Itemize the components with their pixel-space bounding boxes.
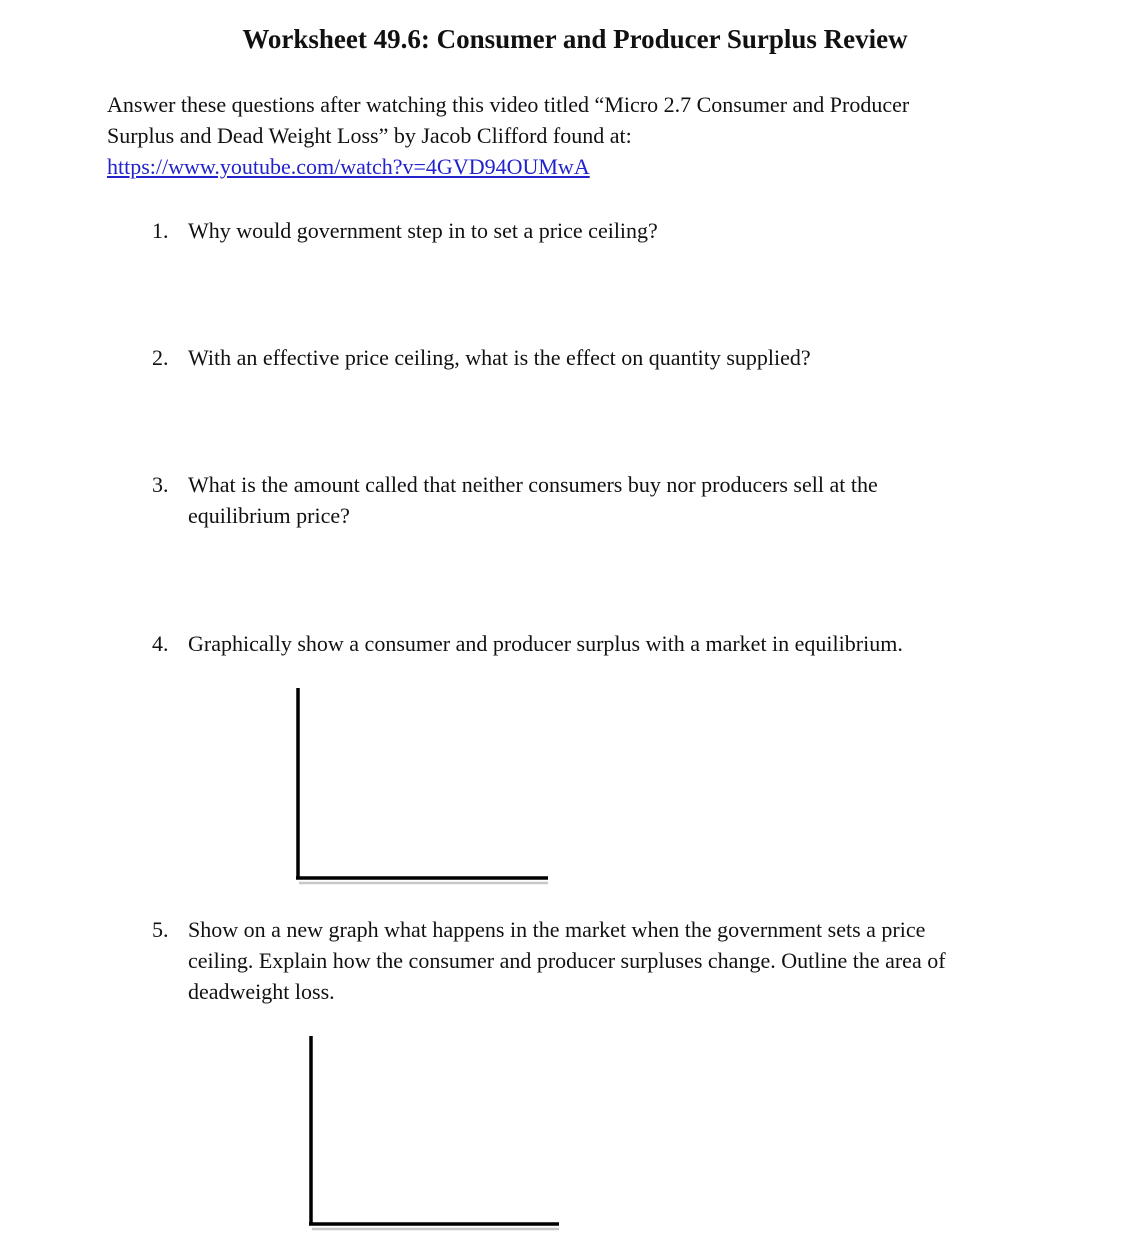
worksheet-title: Worksheet 49.6: Consumer and Producer Surplus Review <box>242 24 908 54</box>
graph-axes-1 <box>290 685 555 890</box>
video-link[interactable]: https://www.youtube.com/watch?v=4GVD94OUMwA <box>107 154 590 179</box>
question-3-text-line-2: equilibrium price? <box>188 503 350 528</box>
question-2-text: With an effective price ceiling, what is the effect on quantity supplied? <box>188 345 811 370</box>
question-4-number: 4. <box>152 631 169 656</box>
question-1-text: Why would government step in to set a price ceiling? <box>188 218 658 243</box>
intro-paragraph <box>107 89 1047 182</box>
question-5-text-line-3: deadweight loss. <box>188 979 335 1004</box>
question-1-number: 1. <box>152 218 169 243</box>
intro-line-2: Surplus and Dead Weight Loss” by Jacob Clifford found at: <box>107 123 632 148</box>
question-3-number: 3. <box>152 472 169 497</box>
question-4-text: Graphically show a consumer and producer surplus with a market in equilibrium. <box>188 631 903 656</box>
question-5-text-line-2: ceiling. Explain how the consumer and producer surpluses change. Outline the area of <box>188 948 946 973</box>
intro-line-1: Answer these questions after watching this video titled “Micro 2.7 Consumer and Producer <box>107 92 910 117</box>
question-5-number: 5. <box>152 917 169 942</box>
question-3-text-line-1: What is the amount called that neither consumers buy nor producers sell at the <box>188 472 878 497</box>
question-5-text-line-1: Show on a new graph what happens in the market when the government sets a price <box>188 917 926 942</box>
graph-axes-2 <box>302 1033 567 1238</box>
question-2-number: 2. <box>152 345 169 370</box>
